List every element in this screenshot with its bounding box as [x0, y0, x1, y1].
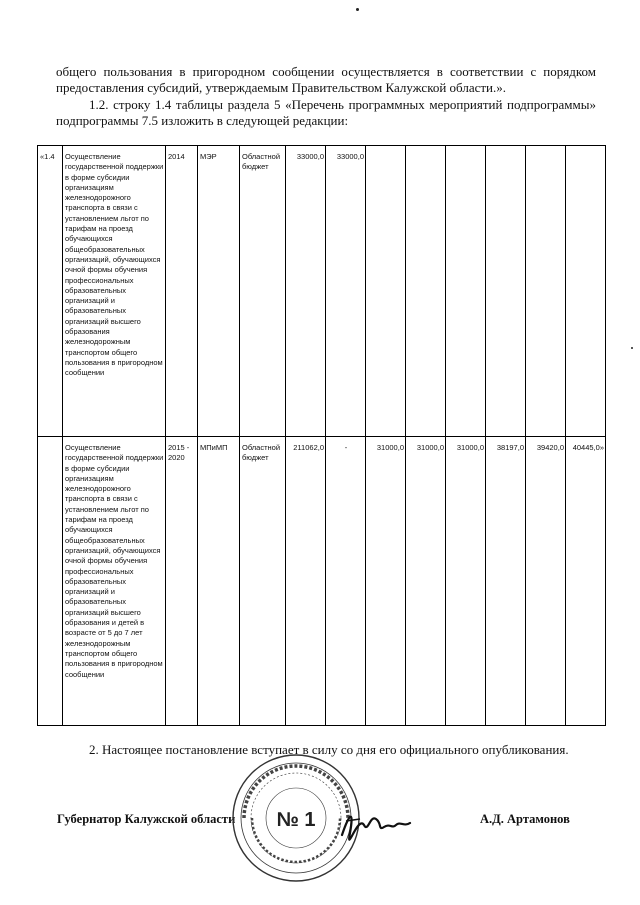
total-amount: 33000,0	[286, 146, 326, 437]
signer-name: А.Д. Артамонов	[480, 812, 570, 826]
year-amount	[406, 146, 446, 437]
period: 2014	[166, 146, 198, 437]
scan-dot	[356, 8, 359, 11]
measure-name: Осуществление государственной поддержки в форме субсидии организациям железнодорожного транспорта в связи с установлением льгот по тарифам на проезд обучающихся общеобразовательных организаций, обучающихся очной формы обучения профессиональных образовательных организаций и образовательных организаций высшего образования и детей в возрасте от 5 до 7 лет железнодорожным транспортом общего пользования в пригородном сообщении	[63, 437, 166, 726]
program-measures-table	[37, 145, 606, 726]
row-number: «1.4	[38, 146, 63, 437]
year-amount	[566, 146, 606, 437]
year-amount: 31000,0	[406, 437, 446, 726]
signer-position: Губернатор Калужской области	[57, 812, 236, 826]
year-amount: 31000,0	[446, 437, 486, 726]
table-row	[38, 437, 606, 726]
item-2-paragraph: 2. Настоящее постановление вступает в силу со дня его официального опубликования.	[89, 742, 569, 757]
total-amount: 211062,0	[286, 437, 326, 726]
funding-source: Областной бюджет	[240, 146, 286, 437]
handwritten-signature	[338, 805, 413, 845]
year-amount: 40445,0»	[566, 437, 606, 726]
row-number	[38, 437, 63, 726]
scan-dot	[631, 347, 633, 349]
stamp-number: № 1	[276, 809, 316, 831]
intro-paragraph: общего пользования в пригородном сообщении осуществляется в соответствии с порядком предоставления субсидий, утверждаемым Правительством Калужской области.».	[56, 64, 596, 95]
year-amount: 39420,0	[526, 437, 566, 726]
measure-name: Осуществление государственной поддержки в форме субсидии организациям железнодорожного транспорта в связи с установлением льгот по тарифам на проезд обучающихся общеобразовательных организаций, обучающихся очной формы обучения профессиональных образовательных организаций и образовательных организаций высшего образования железнодорожным транспортом общего пользования в пригородном сообщении	[63, 146, 166, 437]
item-1-2-paragraph: 1.2. строку 1.4 таблицы раздела 5 «Перечень программных мероприятий подпрограммы» подпрограммы 7.5 изложить в следующей редакции:	[56, 97, 596, 128]
year-amount	[486, 146, 526, 437]
executor: МЭР	[198, 146, 240, 437]
year-amount: 31000,0	[366, 437, 406, 726]
period: 2015 - 2020	[166, 437, 198, 726]
year-amount	[446, 146, 486, 437]
year-amount: -	[326, 437, 366, 726]
year-amount	[366, 146, 406, 437]
executor: МПиМП	[198, 437, 240, 726]
funding-source: Областной бюджет	[240, 437, 286, 726]
year-amount: 38197,0	[486, 437, 526, 726]
year-amount	[526, 146, 566, 437]
year-amount: 33000,0	[326, 146, 366, 437]
table-row	[38, 146, 606, 437]
